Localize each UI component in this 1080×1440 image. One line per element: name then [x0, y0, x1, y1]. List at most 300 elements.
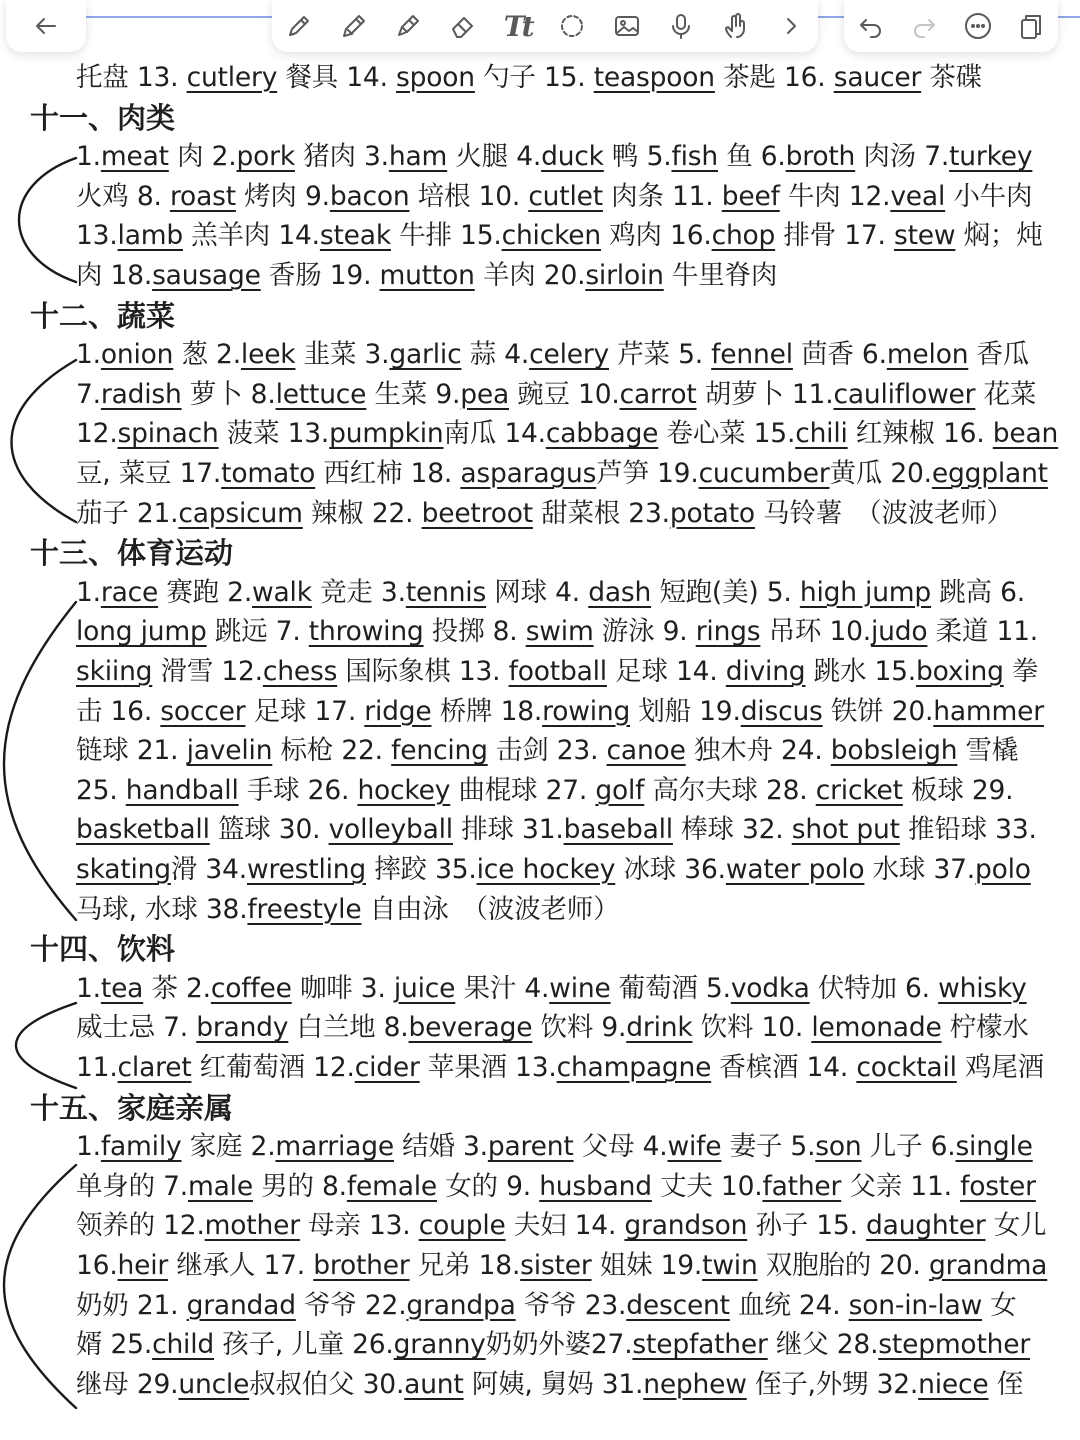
vocab-text: 16.	[76, 1250, 118, 1281]
vocab-text: 妻子 5.	[721, 1131, 816, 1163]
vocab-line	[76, 692, 1066, 732]
section-heading: 十二、蔬菜	[30, 298, 176, 333]
vocab-line	[76, 1325, 1066, 1365]
vocab-text: 夫妇 14.	[505, 1210, 625, 1242]
vocab-text: 牛排 15.	[390, 220, 502, 252]
vocab-line	[76, 573, 1066, 613]
vocab-text: 鸡尾酒	[956, 1052, 1044, 1083]
vocab-text: 赛跑 2.	[158, 576, 253, 608]
vocab-line	[76, 256, 1066, 296]
vocab-word: baseball	[563, 814, 673, 846]
vocab-text: 游泳 9.	[593, 616, 696, 648]
vocab-word: golf	[595, 774, 645, 806]
vocab-word: male	[188, 1170, 253, 1202]
vocab-line	[76, 890, 1066, 930]
vocab-text: 1.	[76, 141, 101, 173]
vocab-text: 叔叔伯父 30.	[249, 1368, 405, 1400]
vocab-word: niece	[918, 1368, 989, 1400]
vocab-text: 爷爷 22.	[295, 1289, 407, 1321]
vocab-word: bean	[992, 418, 1059, 450]
vocab-word: freestyle	[247, 893, 362, 925]
vocab-line	[76, 969, 1066, 1009]
vocab-word: cabbage	[545, 418, 659, 450]
vocab-word: stew	[894, 220, 956, 252]
vocab-text: 父亲 11.	[841, 1170, 961, 1202]
vocab-line	[76, 1008, 1066, 1048]
vocab-word: soccer	[160, 695, 246, 727]
vocab-text: 鱼 6.	[717, 141, 786, 173]
vocab-word: stepfather	[632, 1329, 768, 1361]
vocab-text: 男的 8.	[252, 1170, 347, 1202]
vocab-word: walk	[252, 576, 312, 608]
vocab-text: 肉条 11.	[602, 180, 722, 212]
vocab-text: 香槟酒 14.	[711, 1052, 857, 1083]
vocab-text: 果汁 4.	[455, 972, 550, 1004]
vocab-text: 桥牌 18.	[431, 695, 543, 727]
vocab-word: bacon	[329, 180, 410, 212]
vocab-text: 肉 2.	[168, 141, 237, 173]
vocab-word: skating	[76, 854, 171, 885]
vocab-text: 12.	[76, 418, 118, 450]
vocab-word: capsicum	[178, 497, 303, 529]
vocab-word: fish	[671, 141, 718, 173]
vocab-text: 芦笋 19.	[596, 458, 699, 489]
vocab-word: mother	[204, 1210, 300, 1242]
vocab-text: 自由泳 （波波老师）	[361, 893, 620, 925]
vocab-text: 吊环 10.	[760, 616, 871, 648]
vocab-line	[76, 1167, 1066, 1207]
vocab-word: ice hockey	[476, 854, 616, 885]
vocab-word: grandma	[929, 1250, 1048, 1281]
vocab-word: cocktail	[856, 1052, 957, 1083]
vocab-word: skiing	[76, 656, 153, 687]
vocab-word: cutlery	[186, 62, 278, 93]
vocab-word: hockey	[357, 774, 451, 806]
vocab-text: 西红柿 18.	[315, 458, 461, 489]
vocab-text: 羔羊肉 14.	[182, 220, 320, 252]
vocab-word: hammer	[933, 695, 1044, 727]
vocab-word: ham	[388, 141, 448, 173]
vocab-text: 链球 21.	[76, 735, 187, 767]
vocab-word: twin	[702, 1250, 758, 1281]
vocab-text: 竞走 3.	[311, 576, 406, 608]
vocab-text: 1.	[76, 972, 101, 1004]
vocab-text: 婿 25.	[76, 1329, 153, 1361]
vocab-text: 父母 4.	[573, 1131, 668, 1163]
vocab-text: 胡萝卜 11.	[696, 378, 834, 410]
vocab-text: 勺子 15.	[474, 62, 594, 93]
vocab-text: 排骨 17.	[775, 220, 895, 252]
vocab-text: 苹果酒 13.	[419, 1052, 557, 1083]
vocab-text: 投掷 8.	[423, 616, 526, 648]
vocab-text: 板球 29.	[902, 774, 1014, 806]
vocab-line	[76, 137, 1066, 177]
vocab-word: meat	[100, 141, 169, 173]
vocab-text: 火腿 4.	[447, 141, 542, 173]
section-heading: 十一、肉类	[30, 100, 176, 135]
vocab-text: 足球 17.	[245, 695, 365, 727]
vocab-word: grandad	[186, 1289, 296, 1321]
vocab-word: beef	[721, 180, 780, 212]
vocab-text: 菠菜 13.	[218, 418, 330, 450]
vocab-word: sirloin	[585, 260, 664, 291]
vocab-text: 结婚 3.	[393, 1131, 488, 1163]
vocab-word: chicken	[501, 220, 601, 252]
vocab-text: 水球 37.	[864, 854, 975, 885]
vocab-word: judo	[871, 616, 928, 648]
vocab-line	[76, 58, 1066, 98]
vocab-text: 国际象棋 13.	[337, 656, 509, 687]
vocab-text: 继父 28.	[767, 1329, 879, 1361]
vocab-text: 甜菜根 23.	[532, 497, 670, 529]
vocab-text: 母亲 13.	[299, 1210, 419, 1242]
vocab-text: 羊肉 20.	[474, 260, 586, 291]
vocab-word: garlic	[389, 339, 462, 371]
vocab-word: roast	[169, 180, 236, 212]
vocab-text: 牛肉 12.	[779, 180, 891, 212]
vocab-word: chop	[711, 220, 776, 252]
vocab-text: 托盘 13.	[76, 62, 187, 93]
vocab-text: 曲棍球 27.	[450, 774, 596, 806]
vocab-word: whisky	[938, 972, 1027, 1004]
vocab-word: leek	[240, 339, 296, 371]
vocab-word: javelin	[186, 735, 273, 767]
vocab-word: long jump	[76, 616, 207, 648]
vocab-line	[76, 216, 1066, 256]
vocab-word: eggplant	[931, 458, 1048, 489]
vocab-word: fencing	[391, 735, 488, 767]
vocab-word: football	[508, 656, 607, 687]
vocab-word: lamb	[117, 220, 183, 252]
vocab-word: ridge	[364, 695, 432, 727]
vocab-word: descent	[626, 1289, 730, 1321]
vocab-word: polo	[974, 854, 1031, 885]
vocab-text: 姐妹 19.	[591, 1250, 703, 1281]
vocab-line	[76, 1127, 1066, 1167]
vocab-text: 鸭 5.	[603, 141, 672, 173]
vocab-text: 茴香 6.	[792, 339, 887, 371]
vocab-word: broth	[785, 141, 856, 173]
vocab-text: 双胞胎的 20.	[757, 1250, 929, 1281]
vocab-text: 女	[982, 1289, 1017, 1321]
vocab-word: bobsleigh	[830, 735, 958, 767]
vocab-word: parent	[487, 1131, 574, 1163]
vocab-text: 饮料 9.	[532, 1012, 627, 1044]
vocab-line	[76, 652, 1066, 692]
vocab-word: grandson	[624, 1210, 748, 1242]
vocab-word: female	[346, 1170, 438, 1202]
vocab-word: discus	[740, 695, 823, 727]
vocab-text: 小牛肉	[945, 180, 1033, 212]
vocab-text: 马铃薯 （波波老师）	[754, 497, 1013, 529]
section-heading: 十三、体育运动	[30, 536, 234, 571]
vocab-word: juice	[393, 972, 456, 1004]
vocab-text: 奶奶 21.	[76, 1289, 187, 1321]
vocab-word: cutlet	[528, 180, 603, 212]
vocab-text: 短跑(美) 5.	[651, 576, 800, 608]
vocab-text: 芹菜 5.	[609, 339, 712, 371]
vocab-word: steak	[319, 220, 391, 252]
vocab-word: coffee	[210, 972, 292, 1004]
vocab-word: turkey	[949, 141, 1033, 173]
vocab-text: 25.	[76, 774, 126, 806]
vocab-word: father	[762, 1170, 842, 1202]
vocab-text: 葡萄酒 5.	[610, 972, 731, 1004]
vocab-text: 肉 18.	[76, 260, 153, 291]
vocab-word: volleyball	[328, 814, 453, 846]
vocab-word: sausage	[152, 260, 261, 291]
vocab-word: lettuce	[275, 378, 367, 410]
vocab-text: 孩子, 儿童 26.	[214, 1329, 394, 1361]
vocab-word: husband	[539, 1170, 652, 1202]
vocab-word: boxing	[916, 656, 1004, 687]
vocab-text: 花菜	[975, 378, 1037, 410]
vocab-word: tomato	[221, 458, 316, 489]
vocab-text: 葱 2.	[173, 339, 241, 371]
vocab-word: drink	[626, 1012, 693, 1044]
vocab-line	[76, 1048, 1066, 1088]
vocab-line	[76, 177, 1066, 217]
vocab-text: 焖；炖	[955, 220, 1043, 252]
vocab-text: 烤肉 9.	[235, 180, 330, 212]
vocab-text: 奶奶外婆27.	[485, 1329, 633, 1361]
vocab-word: uncle	[178, 1368, 250, 1400]
vocab-text: 跳水 15.	[805, 656, 917, 687]
vocab-line	[76, 494, 1066, 534]
vocab-text: 香瓜	[968, 339, 1030, 371]
vocab-text: 足球 14.	[606, 656, 726, 687]
vocab-text: 餐具 14.	[277, 62, 397, 93]
text-tool-icon: Tt	[503, 9, 532, 43]
vocab-text: 继母 29.	[76, 1368, 179, 1400]
vocab-word: mutton	[379, 260, 475, 291]
vocab-text: 划船 19.	[630, 695, 741, 727]
vocab-text: 红辣椒 16.	[847, 418, 993, 450]
vocab-line	[76, 731, 1066, 771]
vocab-text: 兄弟 18.	[409, 1250, 521, 1281]
vocab-text: 阿姨, 舅妈 31.	[463, 1368, 644, 1400]
vocab-word: family	[100, 1131, 182, 1163]
vocab-text: 网球 4.	[486, 576, 589, 608]
section-heading: 十四、饮料	[30, 932, 176, 967]
vocab-text: 标枪 22.	[272, 735, 392, 767]
vocab-word: cricket	[815, 774, 903, 806]
vocab-word: swim	[525, 616, 594, 648]
vocab-text: 孙子 15.	[747, 1210, 867, 1242]
vocab-text: 茄子 21.	[76, 497, 179, 529]
vocab-text: 猪肉 3.	[294, 141, 389, 173]
vocab-text: 茶匙 16.	[714, 62, 834, 93]
vocab-word: teaspoon	[593, 62, 715, 93]
vocab-text: 火鸡 8.	[76, 180, 170, 212]
vocab-text: 铁饼 20.	[822, 695, 934, 727]
vocab-text: 手球 26.	[238, 774, 358, 806]
vocab-text: 棒球 32.	[672, 814, 792, 846]
vocab-word: spoon	[396, 62, 475, 93]
vocab-text: 女的 9.	[437, 1170, 540, 1202]
vocab-text: 单身的 7.	[76, 1170, 189, 1202]
vocab-line	[76, 771, 1066, 811]
vocab-text: 香肠 19.	[260, 260, 380, 291]
vocab-line	[76, 375, 1066, 415]
vocab-line	[76, 454, 1066, 494]
vocab-word: saucer	[833, 62, 922, 93]
vocab-text: 培根 10.	[409, 180, 529, 212]
vocab-word: celery	[529, 339, 610, 371]
vocab-word: tea	[100, 972, 144, 1004]
vocab-word: high jump	[799, 576, 932, 608]
vocab-text: 茶 2.	[143, 972, 211, 1004]
vocab-word: potato	[669, 497, 755, 529]
vocab-text: 侄子,外甥 32.	[746, 1368, 919, 1400]
vocab-text: 击剑 23.	[487, 735, 607, 767]
vocab-text: 南瓜 14.	[443, 418, 546, 450]
vocab-word: spinach	[117, 418, 219, 450]
vocab-text: 生菜 9.	[366, 378, 461, 410]
vocab-word: claret	[117, 1052, 192, 1083]
vocab-text: 蒜 4.	[461, 339, 530, 371]
vocab-text: 1.	[76, 339, 101, 371]
vocab-text: 击 16.	[76, 695, 161, 727]
vocab-text: 辣椒 22.	[302, 497, 422, 529]
vocab-text: 黄瓜 20.	[829, 458, 932, 489]
vocab-text: 红葡萄酒 12.	[191, 1052, 355, 1083]
vocab-text: 韭菜 3.	[295, 339, 390, 371]
vocab-text: 茶碟	[921, 62, 982, 93]
vocab-text: 滑雪 12.	[152, 656, 263, 687]
vocab-line	[76, 810, 1066, 850]
vocab-text: 1.	[76, 1131, 101, 1163]
vocab-word: onion	[100, 339, 174, 371]
vocab-word: brother	[313, 1250, 410, 1281]
vocab-text: 肉汤 7.	[855, 141, 950, 173]
vocab-word: grandpa	[406, 1289, 516, 1321]
vocab-text: 篮球 30.	[209, 814, 329, 846]
vocab-text: 萝卜 8.	[181, 378, 276, 410]
vocab-word: handball	[125, 774, 239, 806]
vocab-word: brandy	[196, 1012, 289, 1044]
vocab-line	[76, 850, 1066, 890]
vocab-word: duck	[541, 141, 604, 173]
vocab-word: single	[955, 1131, 1033, 1163]
vocab-text: 摔跤 35.	[366, 854, 477, 885]
vocab-line	[76, 414, 1066, 454]
vocab-word: wrestling	[246, 854, 367, 885]
vocab-line	[76, 1365, 1066, 1405]
vocab-text: 7.	[76, 378, 101, 410]
vocab-text: 咖啡 3.	[291, 972, 394, 1004]
vocab-text: 血统 24.	[729, 1289, 849, 1321]
vocab-line	[76, 1246, 1066, 1286]
vocab-text: 豌豆 10.	[508, 378, 620, 410]
vocab-text: 鸡肉 16.	[600, 220, 712, 252]
vocab-word: stepmother	[878, 1329, 1031, 1361]
vocab-text: 跳远 7.	[206, 616, 309, 648]
vocab-word: chess	[262, 656, 338, 687]
vocab-word: vodka	[730, 972, 810, 1004]
vocab-text: 滑 34.	[170, 854, 247, 885]
vocab-text: 领养的 12.	[76, 1210, 205, 1242]
vocab-text: 女儿	[985, 1210, 1047, 1242]
vocab-text: 跳高 6.	[931, 576, 1025, 608]
vocab-word: son	[815, 1131, 862, 1163]
vocab-word: couple	[418, 1210, 506, 1242]
vocab-text: 高尔夫球 28.	[644, 774, 816, 806]
vocab-word: dash	[588, 576, 652, 608]
vocab-word: rings	[695, 616, 761, 648]
vocab-word: pea	[460, 378, 509, 410]
vocab-word: nephew	[643, 1368, 747, 1400]
vocab-word: asparagus	[460, 458, 597, 489]
vocab-text: 1.	[76, 576, 101, 608]
vocab-text: 丈夫 10.	[651, 1170, 763, 1202]
vocab-word: fennel	[711, 339, 793, 371]
vocab-word: wine	[549, 972, 611, 1004]
vocab-text: 拳	[1003, 656, 1039, 687]
vocab-word: lemonade	[811, 1012, 942, 1044]
vocab-word: sister	[520, 1250, 592, 1281]
vocab-word: chili	[795, 418, 848, 450]
vocab-word: canoe	[606, 735, 686, 767]
vocab-word: marriage	[275, 1131, 394, 1163]
vocab-text: 柔道 11.	[927, 616, 1038, 648]
vocab-word: wife	[667, 1131, 722, 1163]
vocab-text: 冰球 36.	[615, 854, 726, 885]
vocab-line	[76, 612, 1066, 652]
vocab-text: 马球, 水球 38.	[76, 893, 248, 925]
vocab-word: child	[152, 1329, 214, 1361]
vocab-word: aunt	[404, 1368, 464, 1400]
vocab-word: cucumber	[698, 458, 830, 489]
vocab-word: veal	[890, 180, 946, 212]
vocab-text: 侄	[988, 1368, 1024, 1400]
vocab-text: 爷爷 23.	[515, 1289, 627, 1321]
vocab-text: 牛里脊肉	[663, 260, 778, 291]
vocab-word: granny	[393, 1329, 486, 1361]
vocab-word: water polo	[725, 854, 865, 885]
vocab-word: champagne	[556, 1052, 712, 1083]
vocab-word: pumpkin	[329, 418, 444, 450]
vocab-word: heir	[117, 1250, 169, 1281]
vocab-word: cider	[354, 1052, 420, 1083]
vocab-word: beverage	[408, 1012, 533, 1044]
vocab-word: throwing	[308, 616, 424, 648]
vocab-text: 13.	[76, 220, 118, 252]
vocab-text: 豆, 菜豆 17.	[76, 458, 222, 489]
vocab-word: cauliflower	[833, 378, 976, 410]
vocab-text: 威士忌 7.	[76, 1012, 197, 1044]
vocab-text: 排球 31.	[452, 814, 564, 846]
vocab-word: shot put	[791, 814, 900, 846]
vocab-word: foster	[960, 1170, 1036, 1202]
vocab-text: 伏特加 6.	[809, 972, 939, 1004]
vocab-line	[76, 335, 1066, 375]
vocab-line	[76, 1206, 1066, 1246]
vocab-word: carrot	[619, 378, 697, 410]
vocab-word: race	[100, 576, 159, 608]
vocab-text: 继承人 17.	[168, 1250, 314, 1281]
vocab-text: 柠檬水	[941, 1012, 1029, 1044]
vocab-text: 白兰地 8.	[288, 1012, 409, 1044]
vocab-text: 雪橇	[957, 735, 1019, 767]
vocab-word: radish	[100, 378, 182, 410]
vocab-word: daughter	[866, 1210, 986, 1242]
vocab-text: 推铅球 33.	[899, 814, 1037, 846]
vocab-line	[76, 1286, 1066, 1326]
vocab-text: 独木舟 24.	[685, 735, 831, 767]
vocab-text: 家庭 2.	[181, 1131, 276, 1163]
vocab-text: 卷心菜 15.	[658, 418, 796, 450]
